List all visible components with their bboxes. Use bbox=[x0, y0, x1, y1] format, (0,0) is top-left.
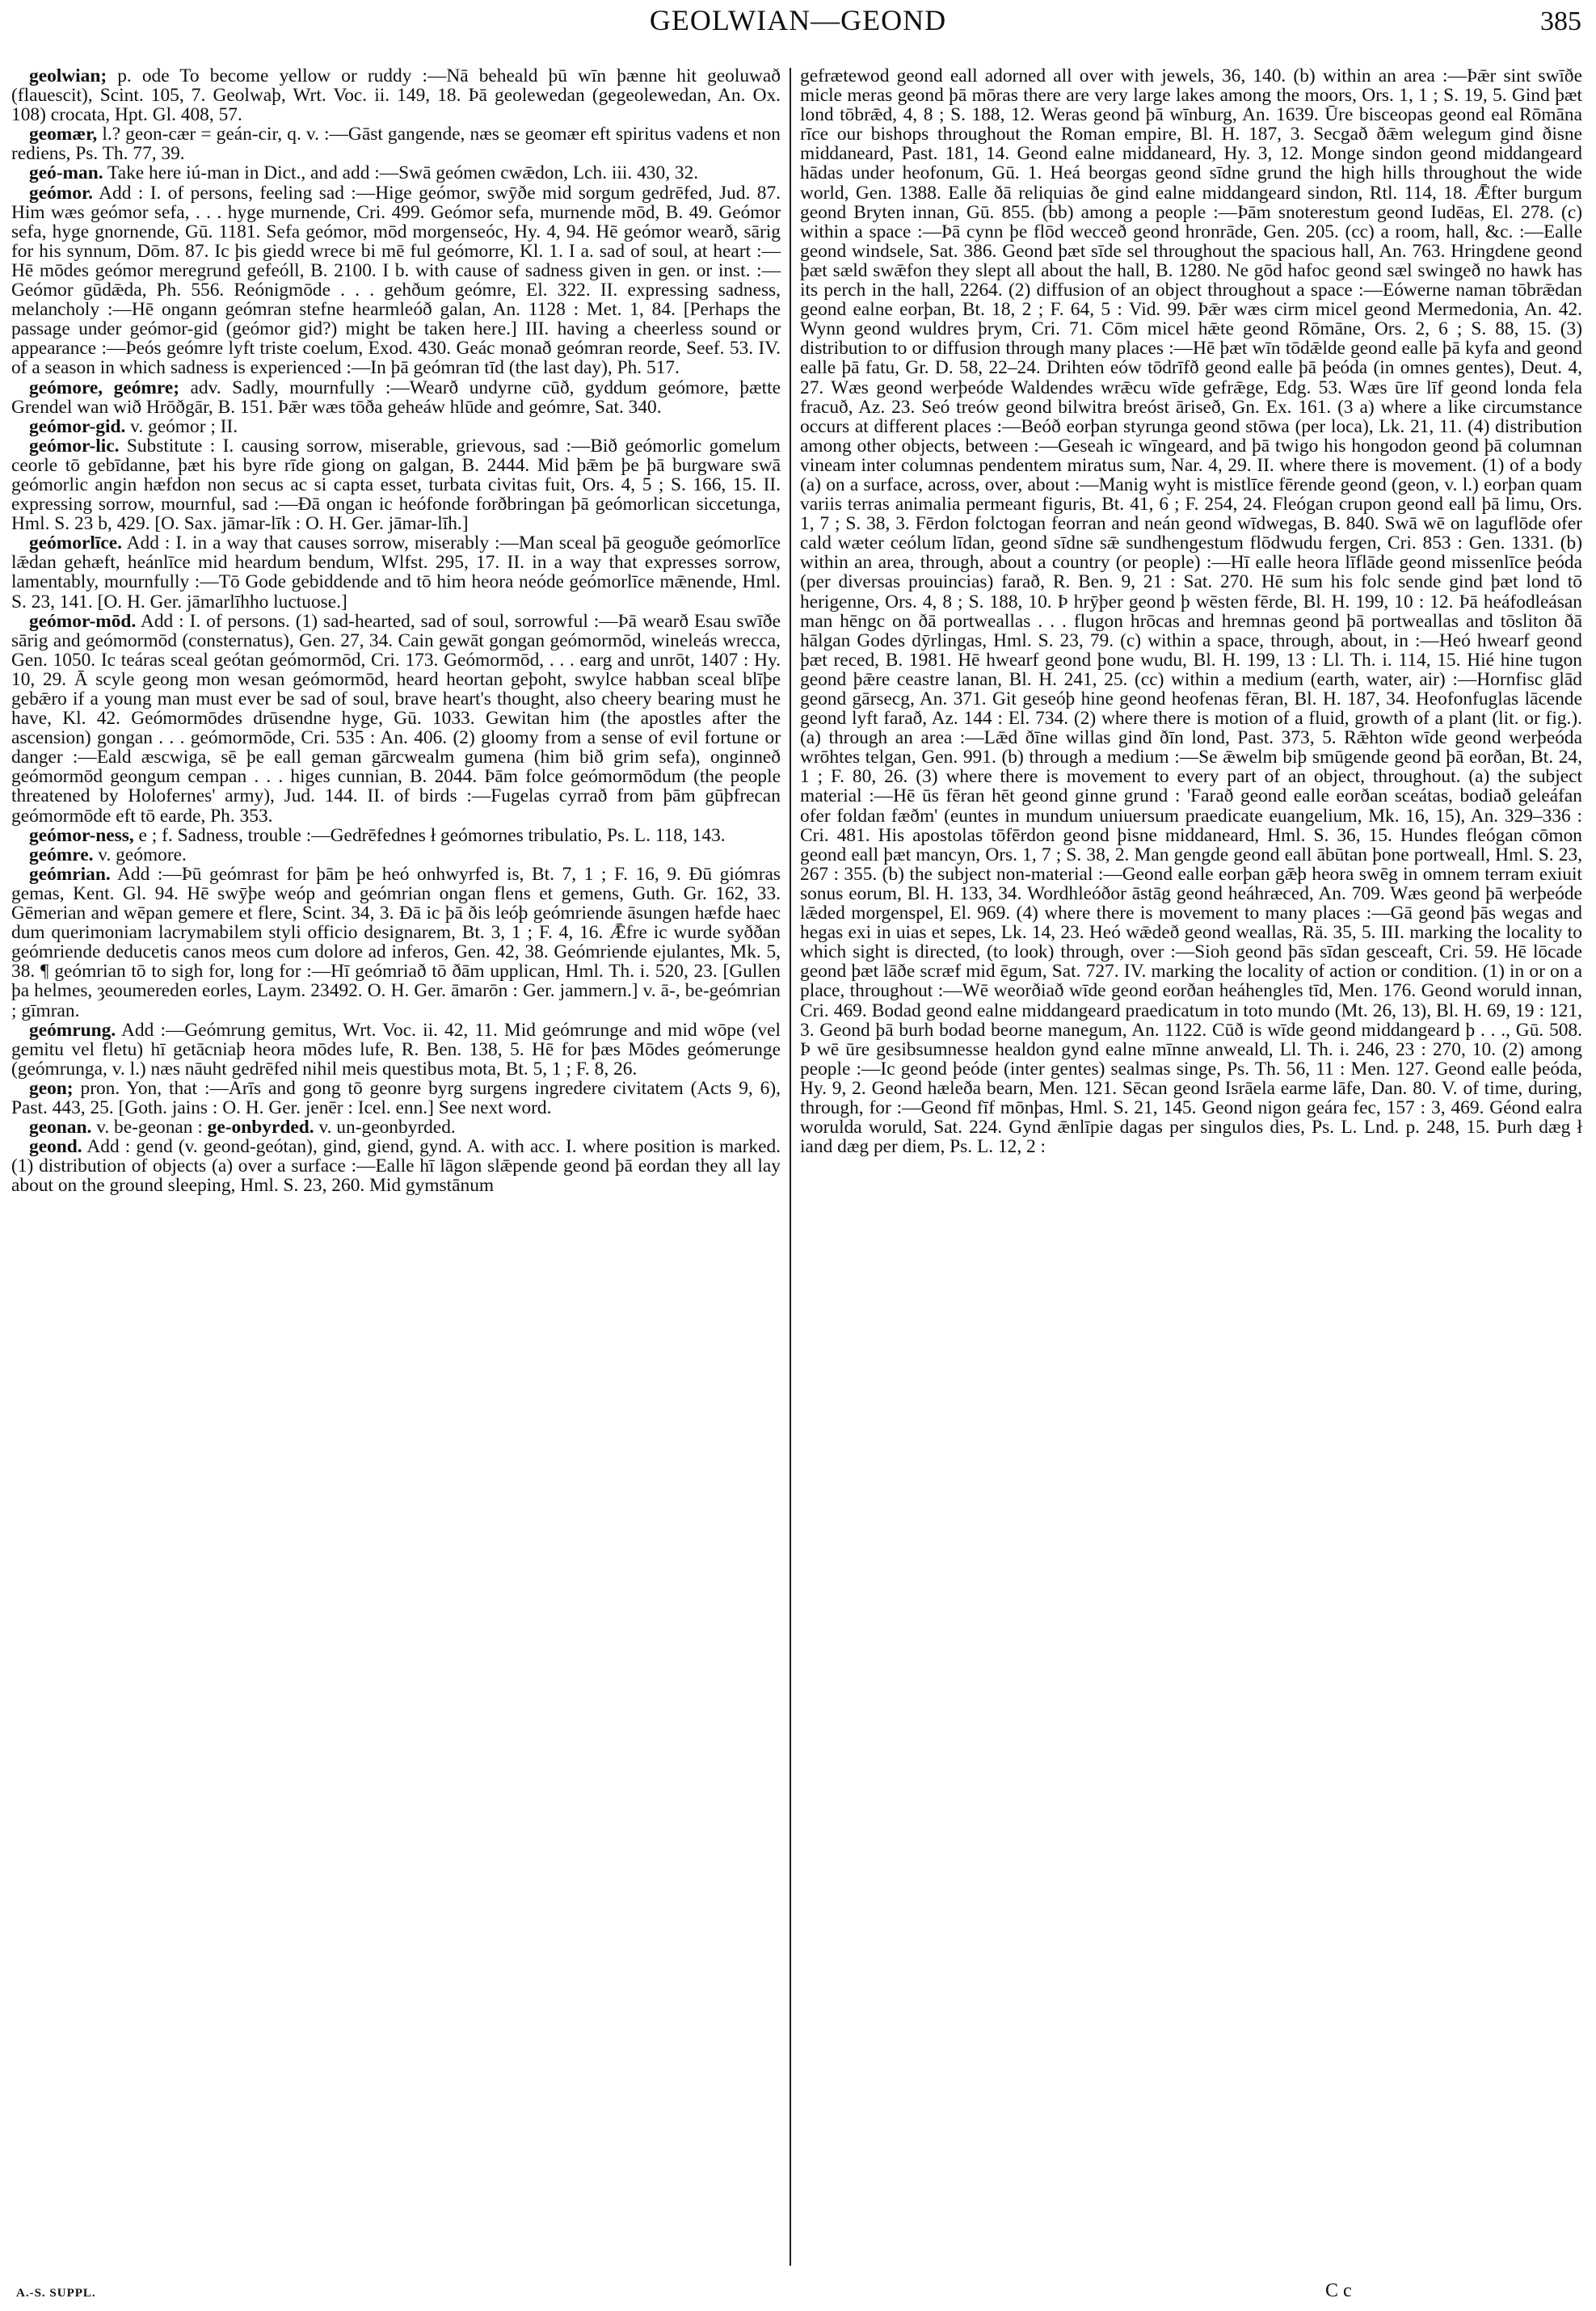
dictionary-entry bbox=[11, 1118, 781, 1137]
entry-body: v. be-geonan : bbox=[91, 1117, 203, 1139]
entry-body: v. geómore. bbox=[93, 844, 187, 865]
entry-body: Add : I. of persons. (1) sad-hearted, sad of soul, sorrowful :—Þā wearð Esau swīðe sārig and geómormōd (consternatus), Gen. 27, 34. Cain gewāt gongan geómormōd, wineleás wrecca, Gen. 1050. Ic teáras sceal geótan geómormōd, Cri. 173. Geómormōd, . . . earg and unrōt, 1407 : Hy. 10, 29. Ā scyle geong mon wesan geómormōd, heard heortan geþoht, swylce habban sceal blīþe gebǣro if a young man must ever be sad of soul, brave heart's thought, also cheery bearing must he have, Kl. 42. Geómormōdes drūsendne hyge, Gū. 1033. Gewitan him (the apostles after the ascension) gongan . . . geómormōde, Cri. 535 : An. 406. (2) gloomy from a sense of evil fortune or danger :—Eald æscwiga, sē þe eall geman gārcwealm gumena (him bið grim sefa), onginneð geómormōd geongum cempan . . . higes cunnian, B. 2044. Þām folce geómormōdum (the people threatened by Holofernes' army), Jud. 144. II. of birds :—Fugelas cyrrað from þām gūþfrecan geómormōde eft tō earde, Ph. 353. bbox=[11, 610, 781, 827]
entry-body: Add : gend (v. geond-geótan), gind, giend, gynd. A. with acc. I. where position is marked. (1) distribution of objects (a) over a surface :—Ealle hī lāgon slǣpende geond þā eordan they all lay about on the ground sleeping, Hml. S. 23, 260. Mid gymstānum bbox=[11, 1136, 781, 1197]
entry-body: Add : I. of persons, feeling sad :—Hige geómor, swȳðe mid sorgum gedrēfed, Jud. 87. Him wæs geómor sefa, . . . hyge murnende, Cri. 499. Geómor sefa, murnende mōd, B. 49. Geómor sefa, hyge gnornende, Gū. 1181. Sefa geómor, mōd morgenseóc, Hy. 4, 94. Hē geómor wearð, sārig for his synnum, Dōm. 87. Ic þis giedd wrece bi mē ful geómorre, Kl. 1. I a. sad of soul, at heart :—Hē mōdes geómor meregrund gefeóll, B. 2100. I b. with cause of sadness given in gen. or inst. :—Geómor gūdǣda, Ph. 556. Reónigmōde . . . gehðum geómre, El. 322. II. expressing sadness, melancholy :—Hē ongann geómran stefne hearmleóð galan, An. 1128 : Met. 1, 84. [Perhaps the passage under geómor-gid (geómor gid?) might be taken here.] III. having a cheerless sound or appearance :—Þeós geómre lyft triste coelum, Exod. 430. Geác monað geómran reorde, Seef. 53. IV. of a season in which sadness is experienced :—In þā geómran tīd (the last day), Ph. 517. bbox=[11, 182, 781, 379]
text-run: III. marking the locality to which sight is directed, (to look) through, over :—Sioh geond þās sīdan gesceaft, Cri. 59. Hē lōcade geond þæt lāðe scræf mid ēgum, Sat. 727. bbox=[800, 922, 1582, 983]
entry-body: e ; f. Sadness, trouble :—Gedrēfednes ł geómornes tribulatio, Ps. L. 118, 143. bbox=[133, 824, 726, 846]
signature-mark-left: A.-S. SUPPL. bbox=[16, 2287, 96, 2300]
headword: geómre. bbox=[29, 844, 94, 865]
column-rule bbox=[790, 68, 791, 2266]
headword: geómor-lic. bbox=[29, 435, 120, 457]
dictionary-entry bbox=[11, 1079, 781, 1118]
text-run: (bb) among a people :—Þām snoterestum geond Iudēas, El. 278. (c) within a space :—Þā cynn þe flōd wecceð geond hronrāde, Gen. 205. (cc) a room, hall, &c. :—Ealle geond windsele, Sat. 386. Geond þæt sīde sel throughout the spacious hall, An. 763. Hringdene geond þæt sæld swǣfon they slept all about the hall, B. 1280. Ne gōd hafoc geond sæl swingeð no hawk has its perch in the hall, 2264. bbox=[800, 201, 1583, 301]
headword: geolwian; bbox=[29, 65, 107, 86]
dictionary-entry bbox=[11, 612, 781, 826]
entry-body: pron. Yon, that :—Arīs and gong tō geonre byrg surgens ingredere civitatem (Acts 9, 6), Past. 443, 25. [Goth. jains : O. H. Ger. jenēr : Icel. enn.] See next word. bbox=[11, 1077, 781, 1118]
dictionary-entry bbox=[11, 1021, 781, 1079]
dictionary-entry bbox=[11, 436, 781, 533]
text-run: II. where there is movement. (1) of a body (a) on a surface, across, over, about :—Manig wyht is mistlīce fērende geond (geon, v. l.) eorþan quam variis terras animalia permeant figuris, Bt. 41, 6 ; F. 254, 24. Fleógan crupon geond eall þā limu, Ors. 1, 7 ; S. 38, 3. Fērdon folctogan feorran and neán geond wīdwegas, B. 840. Swā wē on laguflōde ofer cald wæter ceólum līdan, geond sīdne sǣ sundhengestum flōdwudu fergen, Cri. 853 : Gen. 1331. (b) within an area, through, about a country (or people) :—Hī ealle heora līflāde geond missenlīce þeóda (per diversas prouincias) farað, R. Ben. 9, 21 : Sat. 270. Hē sum his folc sende gind þæt lond tō herigenne, Ors. 4, 8 ; S. 188, 10. Þ hrȳþer geond þ wēsten fērde, Bl. H. 199, 10 : 12. Þā heáfodleásan man hēngc on ðā portweallas . . . flugon hrōcas and hremnas geond þā portweallas and tōsliton ðā hālgan Godes dȳrlingas, Hml. S. 23, 79. (c) within a space, through, about, in :—Heó hwearf geond þæt reced, B. 1981. Hē hwearf geond þone wudu, Bl. H. 199, 13 : Ll. Th. i. 114, 15. Hié hine tugon geond þǣre ceastre lanan, Bl. H. 241, 25. (cc) within a medium (earth, water, air) :—Hornfisc glād geond gārsecg, An. 371. Git geseóþ hine geond heofenas fēran, Bl. H. 187, 34. Heofonfuglas lācende geond lyft farað, Az. 144 : El. 734. bbox=[800, 454, 1582, 730]
dictionary-entry bbox=[11, 124, 781, 163]
text-run: (2) where there is motion of a fluid, growth of a plant (lit. or fig.). (a) through an area :—Lǣd ðīne willas gind ðīn lond, Past. 373, 5. Rǣhton wīde geond werþeóda wrōhtes telgan, Gen. 991. (b) through a medium :—Se ǣwelm biþ smūgende geond þā eorðan, Bt. 24, 1 ; F. 80, 26. (3) where there is movement to every part of an object, throughout. (a) the subject material :—Hē ūs fēran hēt geond ginne grund : 'Farað geond ealle eorðan sceátas, bodiað geleáfan ofer foldan fæðm' (euntes in mundum uniuersum praedicate euangelium, Mk. 16, 15), An. 329–336 : Cri. 481. His apostolas tōfērdon geond þisne middaneard, Hml. S. 36, 15. Hundes fleógan cōmon geond eall þæt mancyn, Ors. 1, 7 ; S. 38, 2. Man gengde geond eall ābūtan þone portweall, Hml. S. 23, 267 : 355. (b) the subject non-material :—Geond ealle eorþan gǣþ heora swēg in omnem terram exiuit sonus eorum, Bl. H. 133, 34. Wordhleóðor āstāg geond heáhræced, An. 709. Wæs geond þā werþeóde lǣded morgenspel, El. 969. (4) where there is movement to many places :—Gā geond þās wegas and hegas exi in uias et sepes, Lk. 14, 23. Heó wǣdeð geond weallas, Rä. 35, 5. bbox=[800, 708, 1582, 944]
headword: geómorlīce. bbox=[29, 532, 122, 554]
entry-body: l.? geon-cær = geán-cir, q. v. :—Gāst gangende, næs se geomær eft spiritus vadens et non rediens, Ps. Th. 77, 39. bbox=[11, 124, 781, 165]
right-column bbox=[800, 66, 1582, 1156]
left-column bbox=[11, 66, 781, 1195]
entry-body: v. un-geonbyrded. bbox=[314, 1117, 456, 1139]
dictionary-entry bbox=[11, 1137, 781, 1195]
text-run: V. of time, during, through, for :—Geond fīf mōnþas, Hml. S. 21, 145. Geond nigon geára fec, 157 : 3, 469. Géond ealra worulda woruld, Sat. 224. Gynd ǣnlīpie dagas per singulos dies, Ps. L. Lnd. p. 248, 15. Þurh dæg ł iand dæg per diem, Ps. L. 12, 2 : bbox=[800, 1077, 1582, 1158]
entry-body: p. ode To become yellow or ruddy :—Nā beheald þū wīn þænne hit geoluwað (flauescit), Scint. 105, 7. Geolwaþ, Wrt. Voc. ii. 149, 18. Þā geolewedan (gegeolewedan, An. Ox. 108) crocata, Hpt. Gl. 408, 57. bbox=[11, 65, 781, 126]
signature-mark-right: C c bbox=[1325, 2280, 1352, 2301]
text-run: (2) diffusion of an object throughout a space :—Eówerne naman tōbrǣdan geond ealne eorþan, Bt. 18, 2 ; F. 64, 5 : Vid. 99. Þǣr wæs cirm micel geond Mermedonia, An. 42. Wynn geond wuldres þrym, Cri. 71. Cōm micel hǣte geond Rōmāne, Ors. 2, 6 ; S. 88, 15. (3) distribution to or diffusion through many places :—Hē þæt wīn tōdǣlde geond ealle þā kyfa and geond ealle þā fatu, Gr. D. 58, 22–24. Drihten eów tōdrīfð geond ealle þā þeóda (in omnes gentes), Deut. 4, 27. Wæs geond werþeóde Waldendes wrǣcu wīde gefrǣge, Edg. 53. Wæs ūre līf geond londa fela fracuð, Az. 23. Seó treów geond bilwitra breóst āriseð, Gn. Ex. 161. (3 a) where a like circumstance occurs at different places :—Beóð eorþan styrunga geond stōwa (per loca), Lk. 21, 11. (4) distribution among other objects, between :—Geseah ic wīngeard, and þā twigo his hongodon geond þā columnan vineam inter columnas pendentem miratus sum, Nar. 4, 29. bbox=[800, 280, 1582, 476]
dictionary-entry bbox=[11, 865, 781, 1021]
dictionary-entry bbox=[11, 163, 781, 183]
dictionary-entry bbox=[11, 826, 781, 845]
headword: geómrian. bbox=[29, 863, 111, 885]
entry-body: v. geómor ; II. bbox=[125, 415, 238, 437]
headword: geómrung. bbox=[29, 1019, 116, 1041]
dictionary-entry bbox=[11, 183, 781, 378]
entry-body: Substitute : I. causing sorrow, miserable, grievous, sad :—Bið geómorlic gomelum ceorle tō gebīdanne, þæt his byre rīde giong on galgan, B. 2444. Mid þǣm þe þā burgware swā geómorlic angin hæfdon non secus ac si capta esset, turbata civitas fuit, Ors. 4, 5 ; S. 166, 15. II. expressing sorrow, mournful, sad :—Ðā ongan ic heófonde forðbringan þā geómorlican siccetunga, Hml. S. 23 b, 429. [O. Sax. jāmar-līk : O. H. Ger. jāmar-līh.] bbox=[11, 435, 781, 535]
headword: geómor-gid. bbox=[29, 415, 126, 437]
dictionary-entry bbox=[11, 533, 781, 611]
entry-body: Add : I. in a way that causes sorrow, miserably :—Man sceal þā geoguðe geómorlīce lǣdan gehæft, heánlīce mid heardum bendum, Wlfst. 295, 17. II. in a way that expresses sorrow, lamentably, mournfully :—Tō Gode gebiddende and tō him heora neóde geómorlīce mǣnende, Hml. S. 23, 141. [O. H. Ger. jāmarlīhho luctuose.] bbox=[11, 532, 781, 612]
dictionary-entry bbox=[11, 66, 781, 124]
headword: geon; bbox=[29, 1077, 74, 1099]
headword: ge-onbyrded. bbox=[202, 1117, 314, 1139]
running-head: GEOLWIAN—GEOND bbox=[649, 4, 947, 36]
page-number: 385 bbox=[1540, 6, 1581, 36]
headword: geómor-ness, bbox=[29, 824, 134, 846]
headword: geómor. bbox=[29, 182, 94, 204]
dictionary-entry bbox=[11, 378, 781, 417]
entry-body: adv. Sadly, mournfully :—Wearð undyrne cūð, gyddum geómore, þætte Grendel wan wið Hrōðgār, B. 151. Þǣr wæs tōða geheáw hlūde and geómre, Sat. 340. bbox=[11, 377, 781, 418]
headword: geond. bbox=[29, 1136, 82, 1158]
headword: geó-man. bbox=[29, 162, 103, 184]
entry-continuation bbox=[800, 66, 1582, 1156]
headword: geonan. bbox=[29, 1117, 92, 1139]
entry-body: Add :—Geómrung gemitus, Wrt. Voc. ii. 42, 11. Mid geómrunge and mid wōpe (vel gemitu vel fletu) hī getācniaþ heora mōdes lufe, R. Ben. 138, 5. Hē for þæs Mōdes geómerunge (geómrunga, v. l.) næs nāuht gedrēfed nihil meis questibus mota, Bt. 5, 1 ; F. 8, 26. bbox=[11, 1019, 781, 1080]
headword: geómore, geómre; bbox=[29, 377, 180, 398]
headword: geomær, bbox=[29, 124, 98, 145]
dictionary-entry bbox=[11, 845, 781, 865]
text-run: IV. marking the locality of action or condition. (1) in or on a place, throughout :—Wē weorðiað wīde geond eorðan heáhengles tīd, Men. 176. Geond woruld innan, Cri. 469. Bodad geond ealne middangeard praedicatum in toto mundo (Mt. 26, 13), Bl. H. 69, 19 : 121, 3. Geond þā burh bodad beorne manegum, An. 1122. Cūð is wīde geond middangeard þ . . ., Gū. 508. Þ wē ūre gesibsumnesse healdon gynd ealne mīnne anweald, Ll. Th. i. 246, 23 : 270, 10. (2) among people :—Ic geond þeóde (inter gentes) sealmas singe, Ps. Th. 56, 11 : Men. 127. Geond ealle þeóda, Hy. 9, 2. Geond hæleða bearn, Men. 121. Sēcan geond Isrāela earme lāfe, Dan. 80. bbox=[800, 961, 1582, 1099]
dictionary-entry bbox=[11, 417, 781, 436]
headword: geómor-mōd. bbox=[29, 610, 137, 632]
entry-body: Take here iú-man in Dict., and add :—Swā geómen cwǣdon, Lch. iii. 430, 32. bbox=[103, 162, 699, 184]
text-run: gefrætewod geond eall adorned all over with jewels, 36, 140. (b) within an area :—Þǣr sint swīðe micle meras geond þā mōras there are very large lakes among the moors, Ors. 1, 1 ; S. 19, 5. Gind þæt lond tōbrǣd, 4, 8 ; S. 188, 12. Weras geond þā wīnburg, An. 1639. Ūre bisceopas geond eal Rōmāna rīce our bishops throughout the Roman empire, Bl. H. 187, 3. Secgað ðǣm welegum gind ðisne middaneard, Past. 181, 14. Geond ealne middaneard, Hy. 3, 12. Monge sindon geond middangeard hādas under heofonum, Gū. 1. Heá beorgas geond sīdne grund the high hills throughout the wide world, Gen. 1388. Ealle ðā reliquias ðe gind ealne middangeard sindon, Rtl. 114, 18. Ǣfter burgum geond Bryten innan, Gū. 855. bbox=[800, 65, 1582, 223]
entry-body: Add :—Þū geómrast for þām þe heó onhwyrfed is, Bt. 7, 1 ; F. 16, 9. Ðū giómras gemas, Kent. Gl. 94. Hē swȳþe weóp and geómrian ongan flens et gemens, Guth. Gr. 162, 33. Gēmerian and wēpan gemere et flere, Scint. 34, 3. Ðā ic þā ðis leóþ geómriende āsungen hæfde haec dum querimoniam lacrymabilem styli officio designarem, Bt. 3, 1 ; F. 4, 16. Ǣfre ic wurde syððan geómriende deducetis canos meos cum dolore ad inferos, Gen. 42, 38. Geómriende ejulantes, Mk. 5, 38. ¶ geómrian tō to sigh for, long for :—Hī geómriað tō ðām upplican, Hml. Th. i. 520, 23. [Gullen þa helmes, ȝeoumereden eorles, Laym. 23492. O. H. Ger. āmarōn : Ger. jammern.] v. ā-, be-geómrian ; gīmran. bbox=[11, 863, 781, 1021]
